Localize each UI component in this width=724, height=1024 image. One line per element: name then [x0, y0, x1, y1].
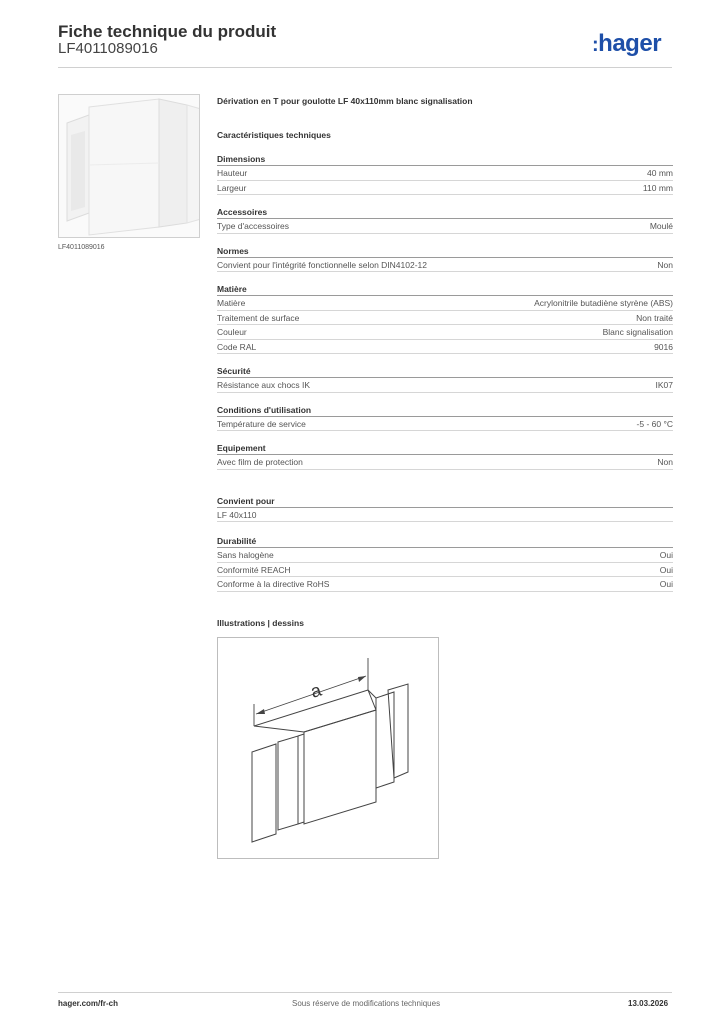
image-caption: LF4011089016: [58, 244, 105, 251]
product-image: [58, 94, 200, 238]
hager-logo[interactable]: [592, 30, 661, 58]
spec-row: [217, 296, 673, 311]
section-title: Normes: [217, 244, 673, 258]
spec-label: Matière: [217, 298, 246, 308]
spec-row: [217, 219, 673, 234]
spec-label: Convient pour l'intégrité fonctionnelle selon DIN4102-12: [217, 259, 428, 270]
dimension-label-a: a: [308, 679, 324, 702]
spec-value: 9016: [654, 341, 673, 352]
spec-row: [217, 378, 673, 393]
spec-value: Oui: [659, 564, 673, 575]
section-title: Equipement: [217, 441, 673, 455]
spec-value: Oui: [659, 579, 673, 589]
section-title: Durabilité: [217, 534, 673, 548]
spec-content: [217, 94, 673, 592]
section-title: Convient pour: [217, 494, 673, 508]
technical-drawing: [217, 637, 439, 859]
logo-text: hager: [598, 30, 662, 57]
illustrations-title: Illustrations | dessins: [217, 618, 304, 628]
spec-value: -5 - 60 °C: [636, 418, 673, 429]
product-reference: LF4011089016: [58, 40, 158, 57]
logo-dots: :: [592, 34, 599, 56]
footer-date: 13.03.2026: [628, 999, 669, 1008]
spec-value: Oui: [659, 550, 673, 560]
spec-row: [217, 258, 673, 273]
spec-label: Conformité REACH: [217, 564, 291, 575]
section-title: Conditions d'utilisation: [217, 403, 673, 417]
spec-label: Conforme à la directive RoHS: [217, 579, 330, 589]
section-convient-pour: [217, 494, 673, 523]
spec-label: Avec film de protection: [217, 457, 303, 467]
spec-row: [217, 166, 673, 181]
spec-label: Sans halogène: [217, 550, 274, 560]
spec-row: [217, 340, 673, 355]
spec-label: Traitement de surface: [217, 312, 300, 323]
section-title: Sécurité: [217, 364, 673, 378]
spec-row: [217, 417, 673, 432]
spec-value: Moulé: [649, 221, 673, 231]
header-divider: [58, 67, 672, 68]
spec-label: Température de service: [217, 418, 306, 429]
product-photo: [59, 95, 200, 238]
spec-value: Non traité: [636, 312, 673, 323]
spec-row: [217, 508, 673, 523]
footer-notice: Sous réserve de modifications techniques: [292, 999, 441, 1008]
section-conditions: [217, 403, 673, 432]
section-title: Matière: [217, 282, 673, 296]
section-accessoires: [217, 205, 673, 234]
spec-row: [217, 548, 673, 563]
spec-value: Non: [657, 259, 673, 270]
spec-row: [217, 181, 673, 196]
spec-label: Type d'accessoires: [217, 221, 290, 231]
spec-label: Code RAL: [217, 341, 257, 352]
spec-label: Largeur: [217, 182, 247, 193]
spec-label: LF 40x110: [217, 509, 257, 520]
section-normes: [217, 244, 673, 273]
drawing-svg: [218, 638, 438, 858]
spec-row: [217, 325, 673, 340]
spec-row: [217, 563, 673, 578]
spec-label: Couleur: [217, 327, 247, 337]
tech-characteristics-title: Caractéristiques techniques: [217, 130, 331, 140]
section-title: Accessoires: [217, 205, 673, 219]
page-title: Fiche technique du produit: [58, 22, 277, 41]
footer-divider: [58, 992, 672, 993]
spec-row: [217, 455, 673, 470]
section-securite: [217, 364, 673, 393]
footer-site-link[interactable]: hager.com/fr-ch: [58, 999, 119, 1008]
spec-label: Hauteur: [217, 168, 248, 178]
section-dimensions: [217, 152, 673, 195]
product-description: Dérivation en T pour goulotte LF 40x110mm blanc signalisation: [217, 96, 473, 106]
spec-label: Résistance aux chocs IK: [217, 380, 311, 390]
spec-row: [217, 577, 673, 592]
spec-row: [217, 311, 673, 326]
spec-value: IK07: [655, 380, 673, 390]
spec-value: Blanc signalisation: [602, 327, 673, 337]
section-durabilite: [217, 534, 673, 592]
spec-value: Acrylonitrile butadiène styrène (ABS): [534, 298, 673, 308]
section-title: Dimensions: [217, 152, 673, 166]
spec-value: 110 mm: [642, 182, 673, 193]
section-matiere: [217, 282, 673, 354]
spec-value: 40 mm: [647, 168, 673, 178]
section-equipement: [217, 441, 673, 470]
spec-value: Non: [657, 457, 673, 467]
